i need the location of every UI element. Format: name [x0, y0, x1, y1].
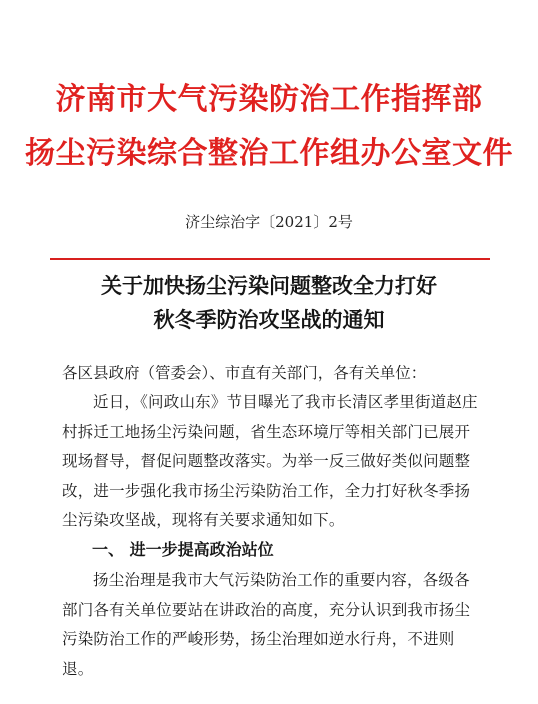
body-paragraph-2: 扬尘治理是我市大气污染防治工作的重要内容，各级各部门各有关单位要站在讲政治的高度，充分认识到我市扬尘污染防治工作的严峻形势，扬尘治理如逆水行舟，不进则退。 [62, 571, 471, 678]
issuer-header-line-1: 济南市大气污染防治工作指挥部 [55, 82, 483, 117]
document-number: 济尘综治字〔2021〕2号 [185, 213, 353, 231]
document-title-line-2: 秋冬季防治攻坚战的通知 [153, 307, 385, 332]
issuer-header-line-2: 扬尘污染综合整治工作组办公室文件 [25, 136, 513, 171]
salutation: 各区县政府（管委会）、市直有关部门，各有关单位： [62, 364, 427, 382]
document-title-line-1: 关于加快扬尘污染问题整改全力打好 [101, 273, 437, 298]
red-divider-line [50, 258, 490, 260]
section-heading-1: 一、 进一步提高政治站位 [92, 540, 274, 559]
body-paragraph-1: 近日，《问政山东》节目曝光了我市长清区孝里街道赵庄村拆迁工地扬尘污染问题，省生态环境厅等相关部门已展开现场督导，督促问题整改落实。为举一反三做好类似问题整改，进一步强化我市扬尘污染防治工作，全力打好秋冬季扬尘污染攻坚战，现将有关要求通知如下。 [62, 393, 478, 529]
